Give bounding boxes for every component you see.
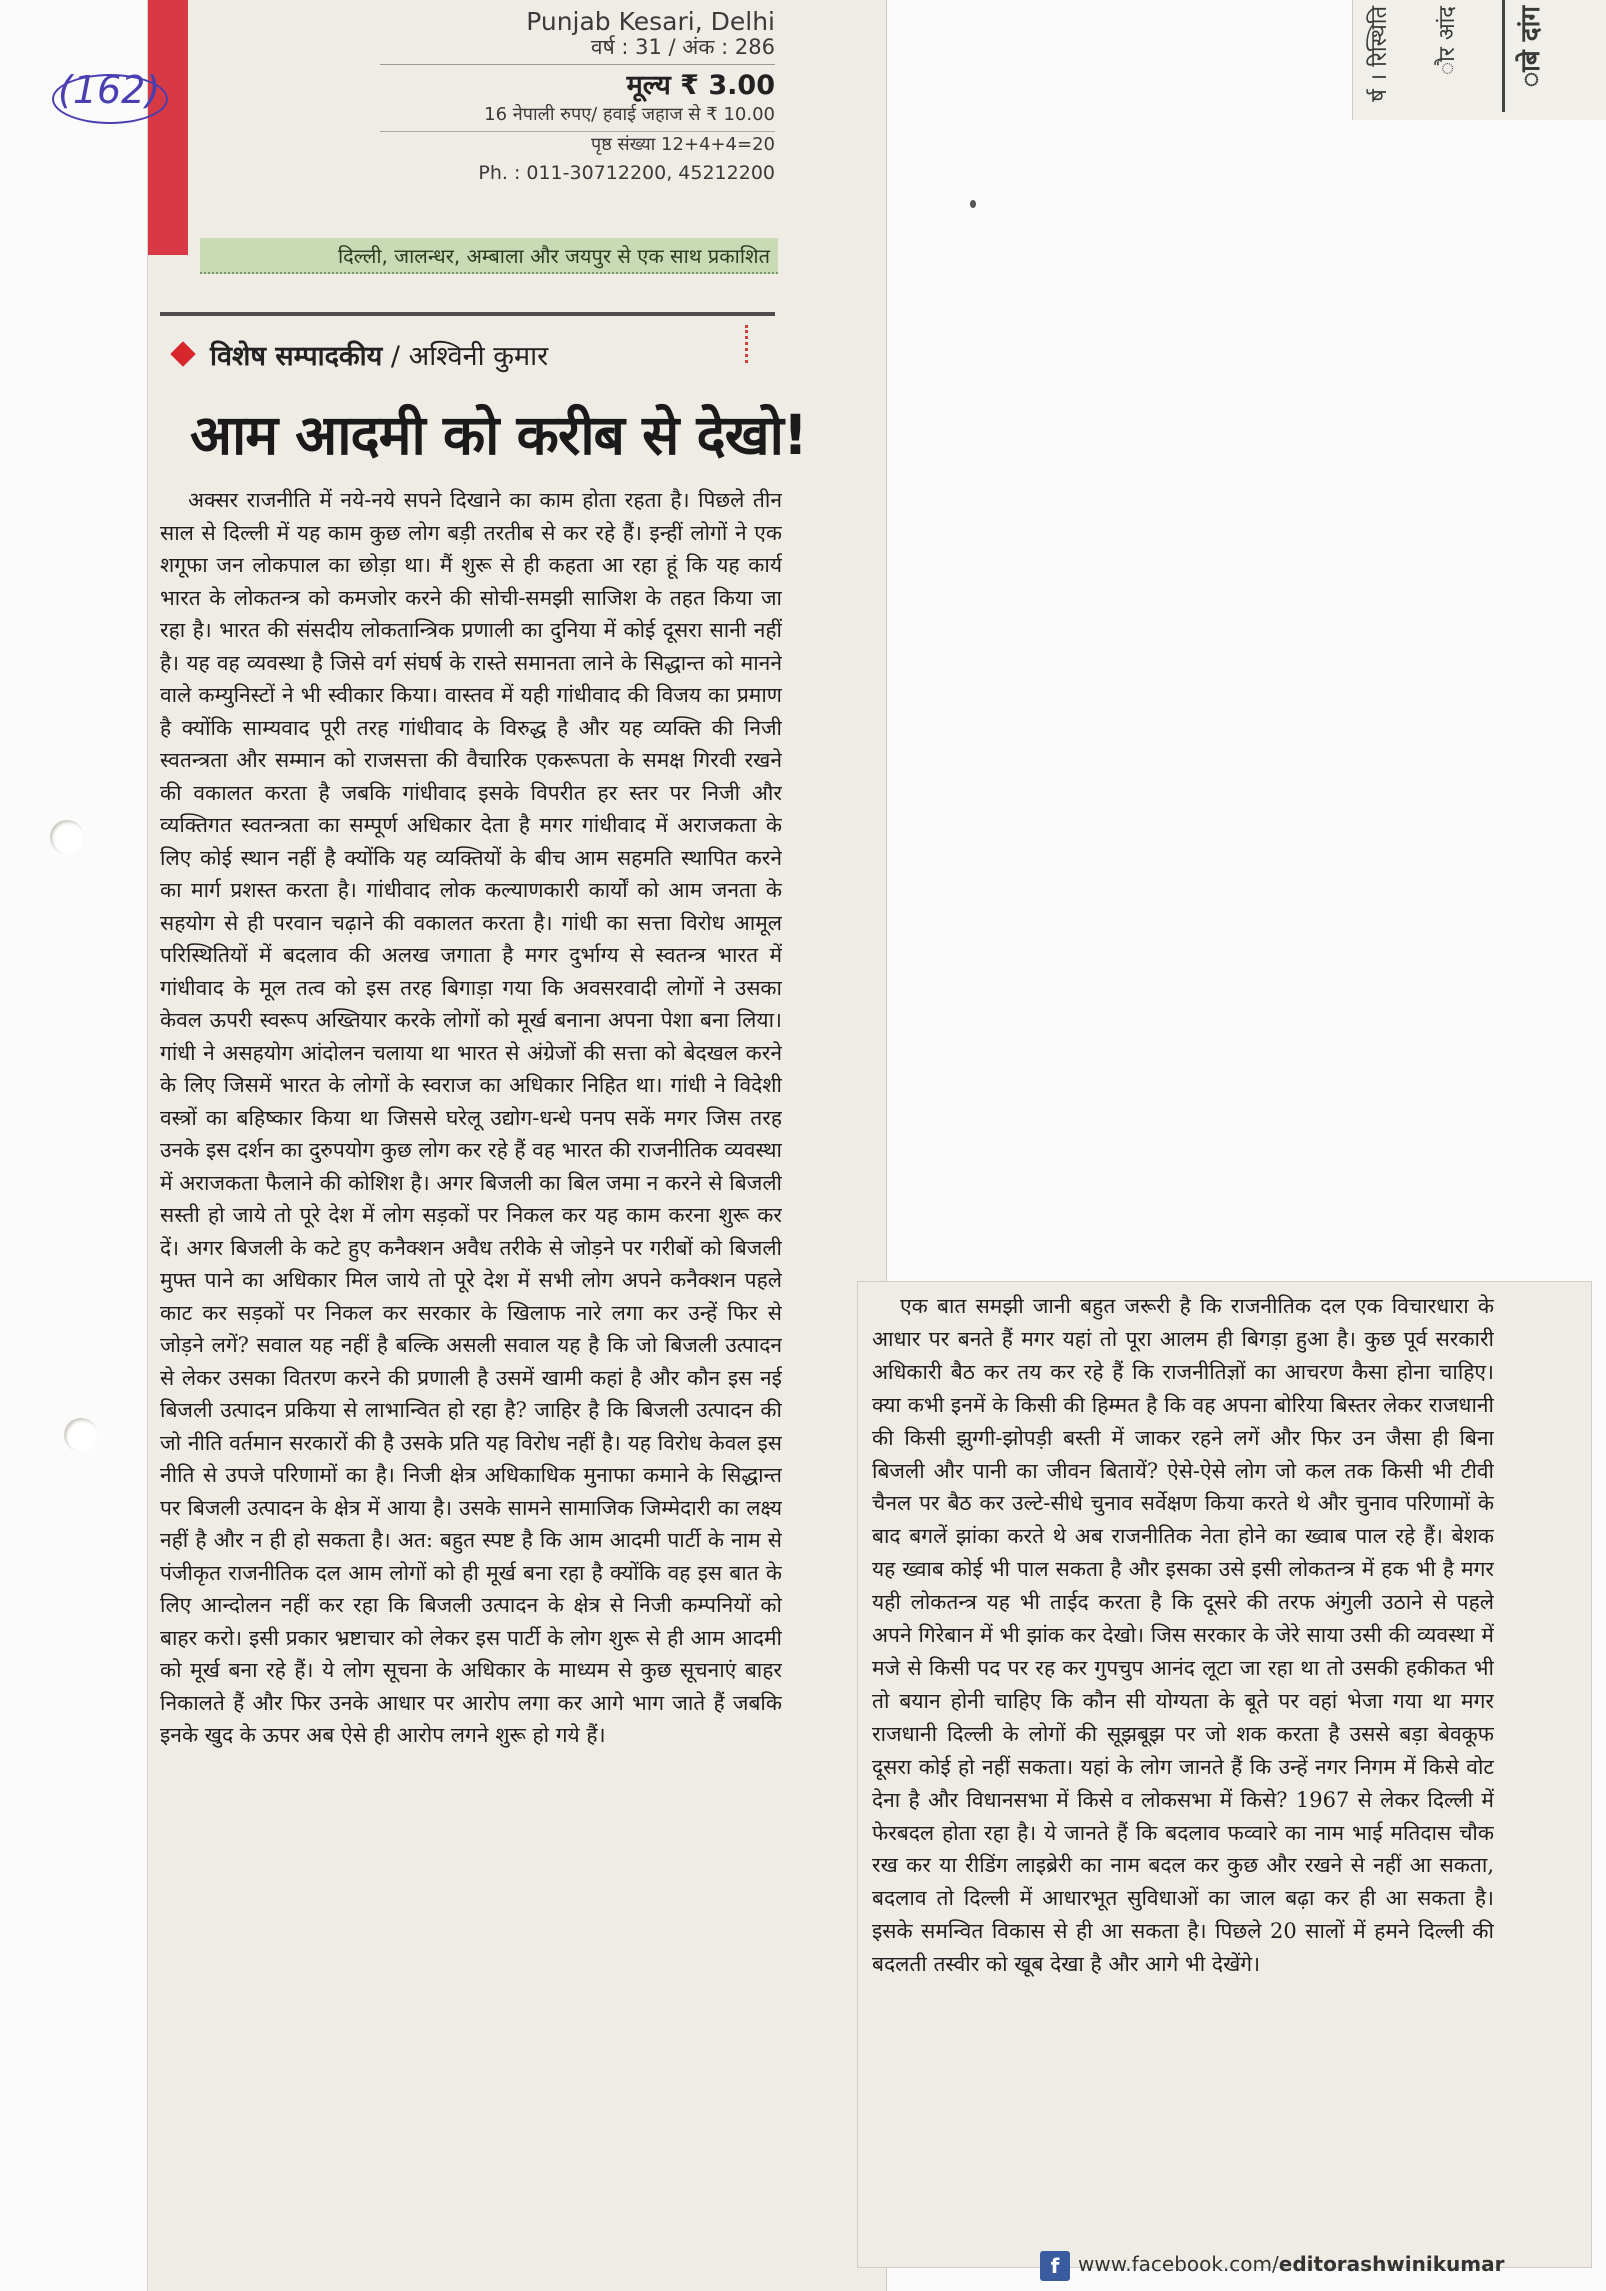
masthead-phone: Ph. : 011-30712200, 45212200 — [478, 162, 775, 185]
side-fragment-line-2: ौर आंद — [1435, 6, 1460, 75]
section-dotted-rule — [745, 325, 752, 363]
article-body-right: एक बात समझी जानी बहुत जरूरी है कि राजनीतिक दल एक विचारधारा के आधार पर बनते हैं मगर यहां तो पूरा आलम ही बिगड़ा हुआ है। कुछ पूर्व सरकारी अधिकारी बैठ कर तय कर रहे हैं कि राजनीतिज्ञों का आचरण कैसा होना चाहिए। क्या कभी इनमें के किसी की हिम्मत है कि वह अपना बोरिया बिस्तर लेकर राजधानी की किसी झुग्गी-झोपड़ी बस्ती में जाकर रहने लगें और फिर उन जैसा ही बिना बिजली और पानी का जीवन बितायें? ऐसे-ऐसे लोग जो कल तक किसी भी टीवी चैनल पर बैठ कर उल्टे-सीधे चुनाव सर्वेक्षण किया करते थे और चुनाव परिणामों के बाद बगलें झांका करते थे अब राजनीतिक नेता होने का ख्वाब पाल रहे हैं। बेशक यह ख्वाब कोई भी पाल सकता है और इसका उसे इसी लोकतन्त्र में हक भी है मगर यही लोकतन्त्र यह भी ताईद करता है कि दूसरे की तरफ अंगुली उठाने से पहले अपने गिरेबान में भी झांक कर देखो। जिस सरकार के जेरे साया उसी की व्यवस्था में मजे से किसी पद पर रह कर गुपचुप आनंद लूटा जा रहा था तो उसकी हकीकत भी तो बयान होनी चाहिए कि कौन सी योग्यता के बूते पर वहां भेजा गया था मगर राजधानी दिल्ली के लोगों की सूझबूझ पर जो शक करता है उससे बड़ा बेवकूफ दूसरा कोई हो नहीं सकता। यहां के लोग जानते हैं कि उन्हें नगर निगम में किसे वोट देना है और विधानसभा में किसे व लोकसभा में किसे? 1967 से लेकर दिल्ली में फेरबदल होता रहा है। ये जानते हैं कि बदलाव फव्वारे का नाम भाई मतिदास चौक रख कर या रीडिंग लाइब्रेरी का नाम बदल कर कुछ और रखने से नहीं आ सकता, बदलाव तो दिल्ली में आधारभूत सुविधाओं का जाल बढ़ा कर ही आ सकता है। इसके समन्वित विकास से ही आ सकता है। पिछले 20 सालों में हमने दिल्ली की बदलती तस्वीर को खूब देखा है और आगे भी देखेंगे। — [872, 1294, 1494, 1977]
facebook-icon: f — [1040, 2251, 1070, 2281]
editions-banner: दिल्ली, जालन्धर, अम्बाला और जयपुर से एक साथ प्रकाशित — [200, 238, 778, 274]
masthead — [380, 8, 775, 184]
footer-social — [1040, 2246, 1595, 2282]
side-fragment-line-3: ाबे दांग — [1516, 6, 1546, 88]
headline: आम आदमी को करीब से देखो! — [190, 403, 807, 467]
kicker-line — [210, 336, 548, 373]
kicker-label: विशेष सम्पादकीय — [210, 341, 383, 372]
masthead-price: मूल्य ₹ 3.00 — [626, 69, 775, 101]
article-body-left: अक्सर राजनीति में नये-नये सपने दिखाने का काम होता रहता है। पिछले तीन साल से दिल्ली में यह काम कुछ लोग बड़ी तरतीब से कर रहे हैं। इन्हीं लोगों ने एक शगूफा जन लोकपाल का छोड़ा था। मैं शुरू से ही कहता आ रहा हूं कि यह कार्य भारत के लोकतन्त्र को कमजोर करने की सोची-समझी साजिश के तहत किया जा रहा है। भारत की संसदीय लोकतान्त्रिक प्रणाली का दुनिया में कोई दूसरा सानी नहीं है। यह वह व्यवस्था है जिसे वर्ग संघर्ष के रास्ते समानता लाने के सिद्धान्त को मानने वाले कम्युनिस्टों ने भी स्वीकार किया। वास्तव में यही गांधीवाद की विजय का प्रमाण है क्योंकि साम्यवाद पूरी तरह गांधीवाद के विरुद्ध है और यह व्यक्ति की निजी स्वतन्त्रता और सम्मान को राजसत्ता की वैचारिक एकरूपता के समक्ष गिरवी रखने की वकालत करता है जबकि गांधीवाद इसके विपरीत हर स्तर पर निजी और व्यक्तिगत स्वतन्त्रता का सम्पूर्ण अधिकार देता है मगर गांधीवाद में अराजकता के लिए कोई स्थान नहीं है क्योंकि यह व्यक्तियों के बीच आम सहमति स्थापित करने का मार्ग प्रशस्त करता है। गांधीवाद लोक कल्याणकारी कार्यों को आम जनता के सहयोग से ही परवान चढ़ाने की वकालत करता है। गांधी का सत्ता विरोध आमूल परिस्थितियों में बदलाव की अलख जगाता है मगर दुर्भाग्य से स्वतन्त्र भारत में गांधीवाद के मूल तत्व को इस तरह बिगाड़ा गया कि अवसरवादी लोगों ने उसका केवल ऊपरी स्वरूप अख्तियार करके लोगों को मूर्ख बनाना अपना पेशा बना लिया। गांधी ने असहयोग आंदोलन चलाया था भारत से अंग्रेजों की सत्ता को बेदखल करने के लिए जिसमें भारत के लोगों के स्वराज का अधिकार निहित था। गांधी ने विदेशी वस्त्रों का बहिष्कार किया था जिससे घरेलू उद्योग-धन्धे पनप सकें मगर जिस तरह उनके इस दर्शन का दुरुपयोग कुछ लोग कर रहे हैं वह भारत की राजनीतिक व्यवस्था में अराजकता फैलाने की कोशिश है। अगर बिजली का बिल जमा न करने से बिजली सस्ती हो जाये तो पूरे देश में लोग सड़कों पर निकल कर यह काम करना शुरू कर दें। अगर बिजली के कटे हुए कनैक्शन अवैध तरीके से जोड़ने पर गरीबों को बिजली मुफ्त पाने का अधिकार मिल जाये तो पूरे देश में सभी लोग अपने कनैक्शन पहले काट कर सड़कों पर निकल कर सरकार के खिलाफ नारे लगा कर उन्हें फिर से जोड़ने लगें? सवाल यह नहीं है बल्कि असली सवाल यह है कि जो बिजली उत्पादन से लेकर उसका वितरण करने की प्रणाली है उसमें खामी कहां है और कौन इस नई बिजली उत्पादन प्रकिया से लाभान्वित हो रहा है? जाहिर है कि बिजली उत्पादन की जो नीति वर्तमान सरकारों की है उसके प्रति यह विरोध नहीं है। यह विरोध केवल इस नीति से उपजे परिणामों का है। निजी क्षेत्र अधिकाधिक मुनाफा कमाने के सिद्धान्त पर बिजली उत्पादन के क्षेत्र में आया है। उसके सामने सामाजिक जिम्मेदारी का लक्ष्य नहीं है और न ही हो सकता है। अत: बहुत स्पष्ट है कि आम आदमी पार्टी के नाम से पंजीकृत राजनीतिक दल आम लोगों को ही मूर्ख बना रहा है क्योंकि वह इस बात के लिए आन्दोलन नहीं कर रहा कि बिजली उत्पादन के क्षेत्र से निजी कम्पनियों को बाहर करो। इसी प्रकार भ्रष्टाचार को लेकर इस पार्टी के लोग शुरू से ही आम आदमी को मूर्ख बना रहे हैं। ये लोग सूचना के अधिकार के माध्यम से कुछ सूचनाएं बाहर निकालते हैं और फिर उनके आधार पर आरोप लगा कर आगे भाग जाते हैं जबकि इनके खुद के ऊपर अब ऐसे ही आरोप लगने शुरू हो गये हैं। — [160, 488, 782, 1747]
kicker-author: अश्विनी कुमार — [408, 341, 549, 372]
article-column-right — [872, 1290, 1494, 2250]
kicker-separator: / — [382, 341, 409, 372]
handwritten-page-number: (162) — [58, 68, 168, 128]
ink-dot — [970, 200, 976, 208]
masthead-page-count: पृष्ठ संख्या 12+4+4=20 — [380, 131, 775, 155]
side-clipping-rule — [1502, 0, 1505, 112]
punch-hole — [50, 820, 84, 854]
section-top-rule — [160, 312, 775, 316]
masthead-foreign-price: 16 नेपाली रुपए/ हवाई जहाज से ₹ 10.00 — [484, 103, 775, 125]
masthead-issue: वर्ष : 31 / अंक : 286 — [380, 36, 775, 65]
article-column-left — [160, 484, 782, 2284]
side-fragment-line-1: र्ष । रिस्थिति — [1367, 6, 1392, 102]
punch-hole — [64, 1418, 98, 1452]
footer-url[interactable]: www.facebook.com/editorashwinikumar — [1078, 2252, 1505, 2276]
masthead-paper-name: Punjab Kesari, Delhi — [526, 7, 775, 36]
side-clipping-fragment — [1352, 0, 1606, 120]
